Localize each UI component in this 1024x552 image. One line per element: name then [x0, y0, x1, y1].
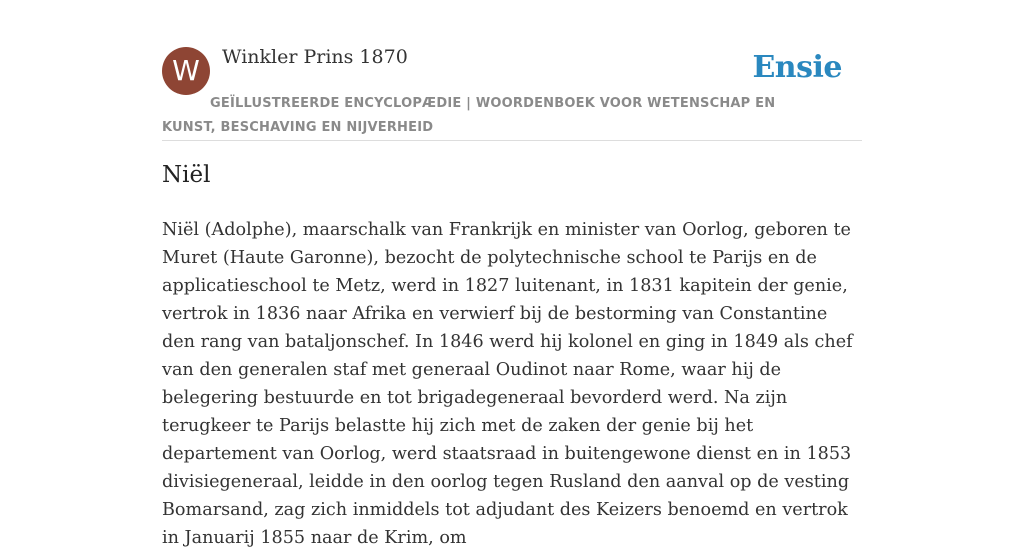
source-subtitle: GEÏLLUSTREERDE ENCYCLOPÆDIE | WOORDENBOEK VOOR WETENSCHAP EN KUNST, BESCHAVING EN NIJVERHEID	[162, 96, 776, 135]
ensie-logo[interactable]: Ensie	[752, 50, 842, 85]
article-title: Niël	[162, 162, 211, 188]
header	[162, 45, 862, 141]
article-body: Niël (Adolphe), maarschalk van Frankrijk en minister van Oorlog, geboren te Muret (Haute Garonne), bezocht de polytechnische school te Parijs en de applicatieschool te Metz, werd in 1827 luitenant, in 1831 kapitein der genie, vertrok in 1836 naar Afrika en verwierf bij de bestorming van Constantine den rang van bataljonschef. In 1846 werd hij kolonel en ging in 1849 als chef van den generalen staf met generaal Oudinot naar Rome, waar hij de belegering bestuurde en tot brigadegeneraal bevorderd werd. Na zijn terugkeer te Parijs belastte hij zich met de zaken der genie bij het departement van Oorlog, werd staatsraad in buitengewone dienst en in 1853 divisiegeneraal, leidde in den oorlog tegen Rusland den aanval op de vesting Bomarsand, zag zich inmiddels tot adjudant des Keizers benoemd en vertrok in Januarij 1855 naar de Krim, om	[162, 220, 853, 548]
source-avatar[interactable]: W	[162, 47, 210, 95]
source-title-link[interactable]: Winkler Prins 1870	[222, 46, 408, 68]
